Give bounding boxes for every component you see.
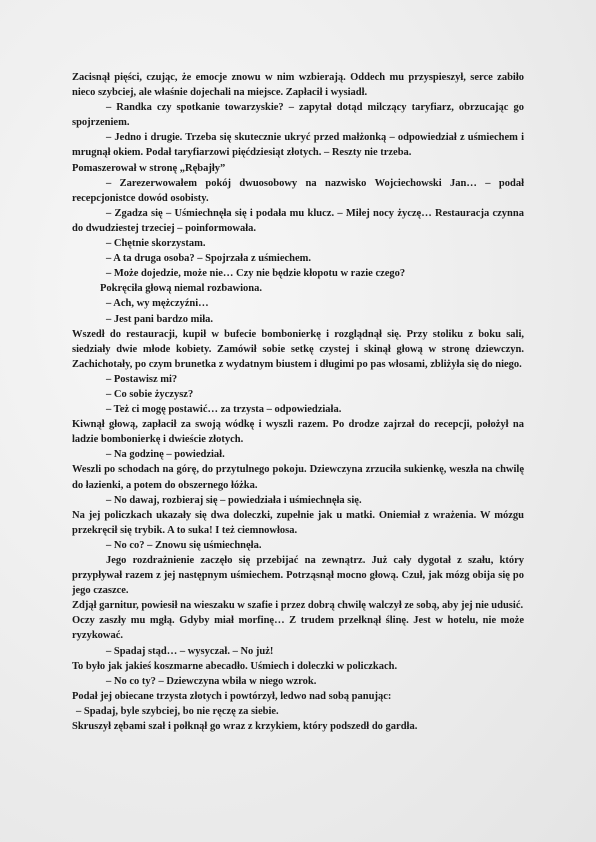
dialogue-line: – Może dojedzie, może nie… Czy nie będzie kłopotu w razie czego? xyxy=(106,268,406,280)
paragraph: To było jak jakieś koszmarne abecadło. Uśmiech i doleczki w policzkach. xyxy=(72,660,398,672)
dialogue-line: – Zarezerwowałem pokój dwuosobowy na nazwisko Wojciechowski Jan… – podał recepcjonistce dowód osobisty. xyxy=(72,177,524,204)
dialogue-line: – Spadaj, byle szybciej, bo nie ręczę za siebie. xyxy=(76,705,279,717)
dialogue-line: – Zgadza się – Uśmiechnęła się i podała mu klucz. – Miłej nocy życzę… Restauracja czynna do dwudziestej trzeciej – poinformowała. xyxy=(72,207,524,234)
document-page xyxy=(72,70,524,734)
paragraph: Wszedł do restauracji, kupił w bufecie bombonierkę i rozglądnął się. Przy stoliku z boku sali, siedziały dwie młode kobiety. Zamówił sobie setkę czystej i skinął głową w stronę dziewczyn. Zachichotały, po czym brunetka z wydatnym biustem i długimi po pas włosami, zbliżyła się do niego. xyxy=(72,328,524,370)
dialogue-line: – Ach, wy mężczyźni… xyxy=(106,298,209,310)
dialogue-line: – No co? – Znowu się uśmiechnęła. xyxy=(106,539,262,551)
dialogue-line: – Co sobie życzysz? xyxy=(106,388,194,400)
paragraph: Skruszył zębami szał i połknął go wraz z krzykiem, który podszedł do gardła. xyxy=(72,721,418,733)
paragraph: Zdjął garnitur, powiesił na wieszaku w szafie i przez dobrą chwilę walczył ze sobą, aby jej nie udusić. xyxy=(72,600,524,612)
paragraph: Zacisnął pięści, czując, że emocje znowu w nim wzbierają. Oddech mu przyspieszył, serce zabiło nieco szybciej, ale właśnie dojechali na miejsce. Zapłacił i wysiadł. xyxy=(72,72,524,99)
dialogue-line: – Na godzinę – powiedział. xyxy=(106,449,225,461)
dialogue-line: – Jedno i drugie. Trzeba się skutecznie ukryć przed małżonką – odpowiedział z uśmiechem i mrugnął okiem. Podał taryfiarzowi pięćdziesiąt złotych. – Reszty nie trzeba. xyxy=(72,132,524,159)
paragraph: Na jej policzkach ukazały się dwa doleczki, zupełnie jak u matki. Oniemiał z wrażenia. W mózgu przekręcił się trybik. A to suka! I też ciemnowłosa. xyxy=(72,509,524,536)
paragraph: Podał jej obiecane trzysta złotych i powtórzył, ledwo nad sobą panując: xyxy=(72,690,392,702)
paragraph: Weszli po schodach na górę, do przytulnego pokoju. Dziewczyna zrzuciła sukienkę, weszła na chwilę do łazienki, a potem do obszernego łóżka. xyxy=(72,464,524,491)
dialogue-line: – Jest pani bardzo miła. xyxy=(106,313,214,325)
paragraph: Oczy zaszły mu mgłą. Gdyby miał morfinę… Z trudem przełknął ślinę. Jest w hotelu, nie może ryzykować. xyxy=(72,615,524,642)
dialogue-line: – Randka czy spotkanie towarzyskie? – zapytał dotąd milczący taryfiarz, obrzucając go spojrzeniem. xyxy=(72,102,524,129)
dialogue-line: – No dawaj, rozbieraj się – powiedziała i uśmiechnęła się. xyxy=(106,494,362,506)
dialogue-line: – Spadaj stąd… – wysyczał. – No już! xyxy=(106,645,274,657)
paragraph: Jego rozdrażnienie zaczęło się przebijać na zewnątrz. Już cały dygotał z szału, który przypływał razem z jej następnym uśmiechem. Potrząsnął mocno głową. Czuł, jak mózg obija się po jego czaszce. xyxy=(72,555,524,597)
dialogue-line: – Postawisz mi? xyxy=(106,373,178,385)
paragraph: Pomaszerował w stronę „Rębajły” xyxy=(72,162,226,174)
dialogue-line: – Chętnie skorzystam. xyxy=(106,238,206,250)
dialogue-line: – A ta druga osoba? – Spojrzała z uśmiechem. xyxy=(106,253,312,265)
paragraph: Pokręciła głową niemal rozbawiona. xyxy=(100,283,262,295)
dialogue-line: – Też ci mogę postawić… za trzysta – odpowiedziała. xyxy=(106,404,342,416)
dialogue-line: – No co ty? – Dziewczyna wbiła w niego wzrok. xyxy=(106,675,317,687)
paragraph: Kiwnął głową, zapłacił za swoją wódkę i wyszli razem. Po drodze zajrzał do recepcji, położył na ladzie bombonierkę i dwieście złotych. xyxy=(72,419,524,446)
